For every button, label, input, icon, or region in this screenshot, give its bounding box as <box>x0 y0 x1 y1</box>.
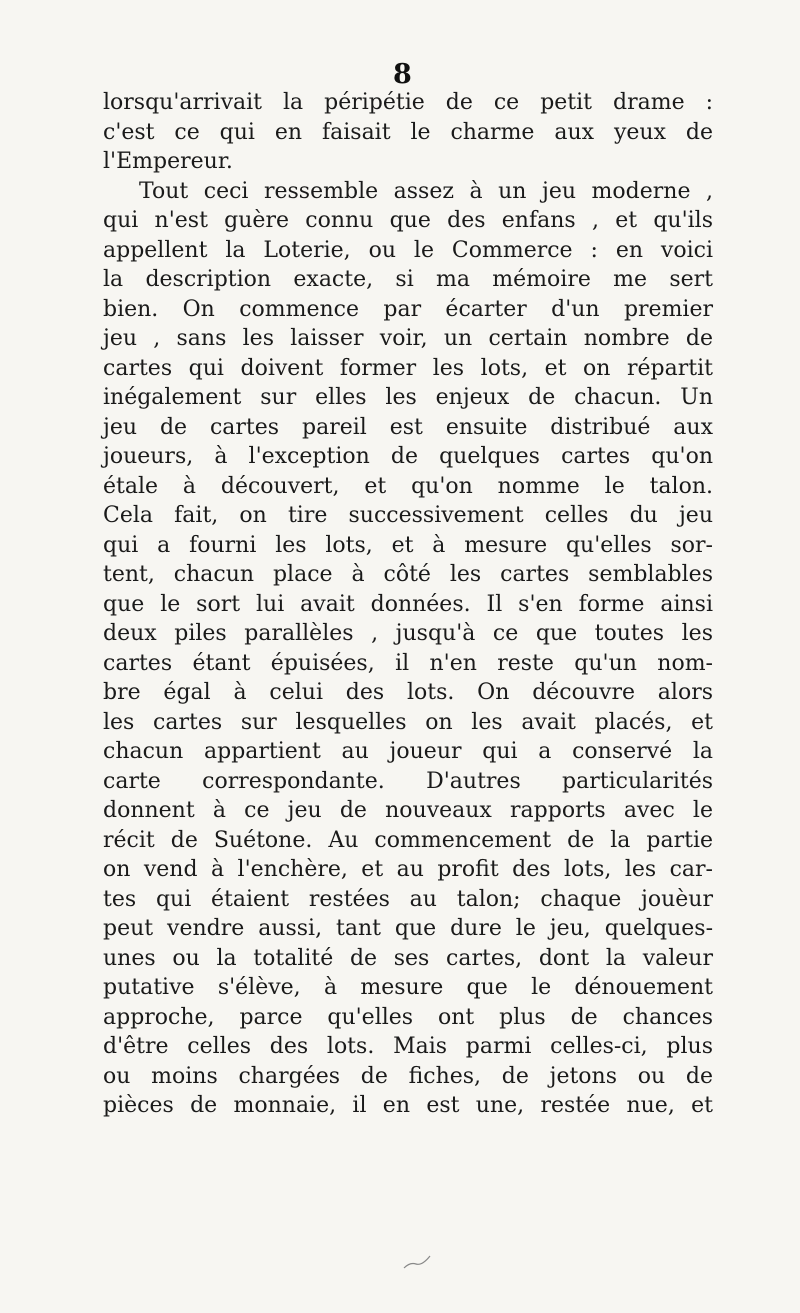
text-line: appellent la Loterie, ou le Commerce : en voici <box>103 237 713 263</box>
body-text <box>103 88 713 1121</box>
text-line: les cartes sur lesquelles on les avait placés, et <box>103 709 713 735</box>
text-line: récit de Suétone. Au commencement de la partie <box>103 827 713 853</box>
ink-mark <box>402 1252 432 1272</box>
text-line: deux piles parallèles , jusqu'à ce que toutes les <box>103 621 713 646</box>
text-line: unes ou la totalité de ses cartes, dont la valeur <box>103 945 713 971</box>
text-line: on vend à l'enchère, et au profit des lots, les car- <box>103 857 713 882</box>
text-line: cartes étant épuisées, il n'en reste qu'un nom- <box>103 650 713 676</box>
text-line: bre égal à celui des lots. On découvre alors <box>103 680 713 705</box>
page-number: 8 <box>393 59 412 90</box>
text-line: jeu , sans les laisser voir, un certain nombre de <box>103 326 713 351</box>
text-line: d'être celles des lots. Mais parmi celles-ci, plus <box>103 1034 713 1059</box>
text-line: lorsqu'arrivait la péripétie de ce petit drame : <box>103 90 713 115</box>
text-line: bien. On commence par écarter d'un premier <box>103 296 713 322</box>
text-line: tent, chacun place à côté les cartes semblables <box>103 562 713 587</box>
text-line: putative s'élève, à mesure que le dénouement <box>103 975 713 1000</box>
text-line: que le sort lui avait données. Il s'en forme ainsi <box>103 591 713 617</box>
text-line: peut vendre aussi, tant que dure le jeu, quelques- <box>103 916 713 941</box>
text-line: qui a fourni les lots, et à mesure qu'elles sor- <box>103 532 713 558</box>
text-line: pièces de monnaie, il en est une, restée nue, et <box>103 1093 713 1118</box>
text-line: jeu de cartes pareil est ensuite distribué aux <box>103 414 713 440</box>
text-line: Cela fait, on tire successivement celles du jeu <box>103 503 713 528</box>
text-line: qui n'est guère connu que des enfans , et qu'ils <box>103 208 713 233</box>
text-line: joueurs, à l'exception de quelques cartes qu'on <box>103 444 713 469</box>
text-line: la description exacte, si ma mémoire me sert <box>103 267 713 292</box>
text-line: cartes qui doivent former les lots, et on répartit <box>103 355 713 381</box>
text-line: c'est ce qui en faisait le charme aux yeux de <box>103 119 713 145</box>
text-line: carte correspondante. D'autres particularités <box>103 768 713 794</box>
text-line: l'Empereur. <box>103 149 233 174</box>
text-line: ou moins chargées de fiches, de jetons ou de <box>103 1063 713 1089</box>
text-line: étale à découvert, et qu'on nomme le talon. <box>103 473 713 499</box>
text-line: approche, parce qu'elles ont plus de chances <box>103 1004 713 1030</box>
text-line: donnent à ce jeu de nouveaux rapports avec le <box>103 798 713 823</box>
text-line: Tout ceci ressemble assez à un jeu moderne , <box>139 178 713 204</box>
text-line: inégalement sur elles les enjeux de chacun. Un <box>103 385 713 410</box>
text-line: chacun appartient au joueur qui a conservé la <box>103 739 713 764</box>
text-line: tes qui étaient restées au talon; chaque jouèur <box>103 886 713 912</box>
